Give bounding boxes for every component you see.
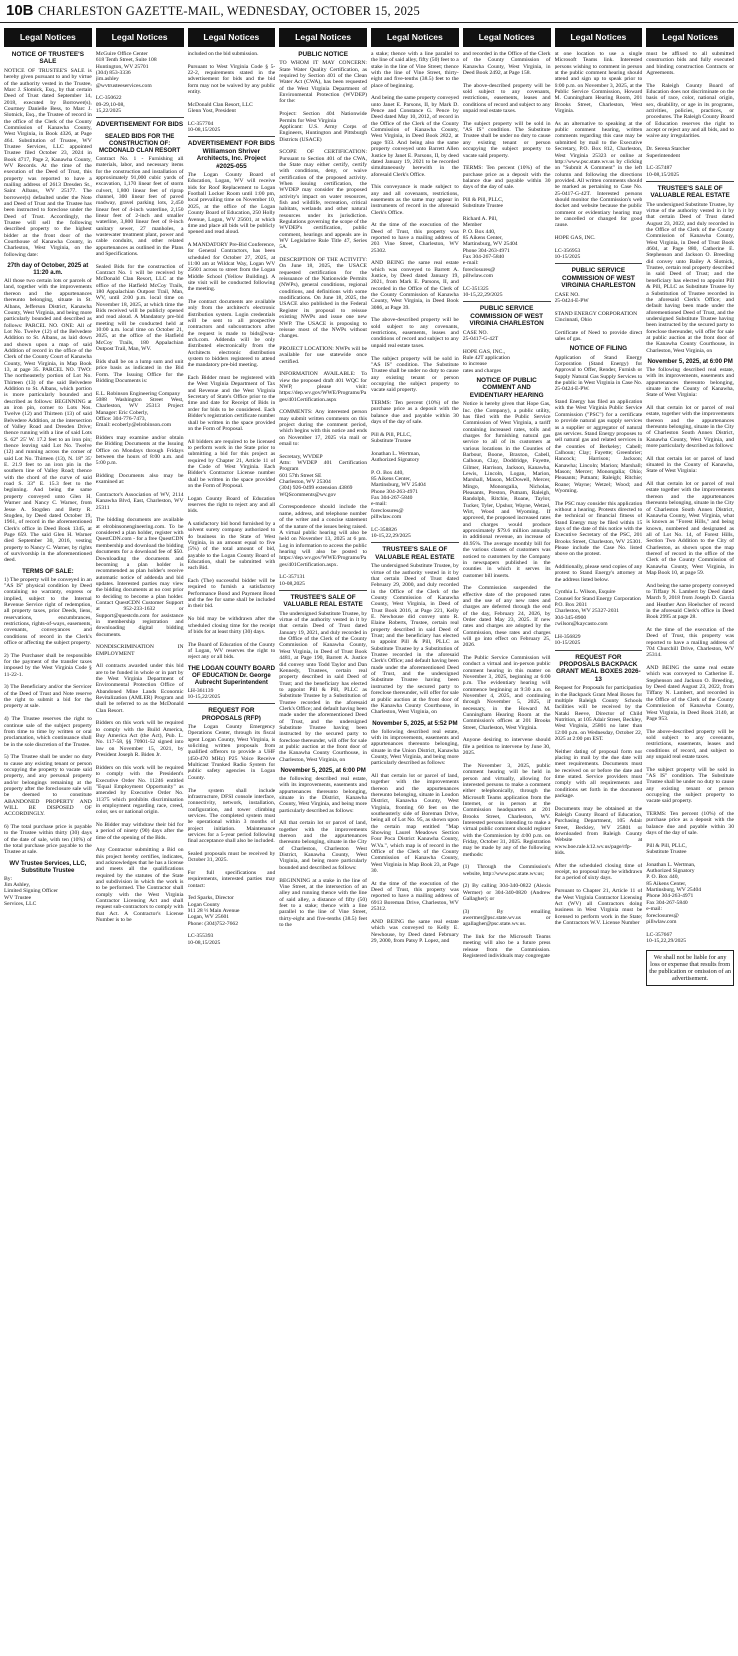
notice-divider — [188, 136, 276, 137]
notice-text: The undersigned Substitute Trustee, by virtue of the authority vested in it by that certain Deed of Trust dated January 19, 2021, and duly recorded in the Office of the Clerk of the County Commission of Kanawha County, West Virginia, in Deed of Trust Book 4481, at Page 190, Barrett A. Justice did convey unto Todd Taylor and Dan Kennedy, Trustees, certain real property described in said Deed of Trust; and the beneficiary has elected to appoint Pill & Pill, PLLC as Substitute Trustee by a Substitution of Trustee recorded in the aforesaid Clerk's Office; and default having been made under the aforementioned Deed of Trust, and the undersigned Substitute Trustee having been instructed by the secured party to foreclose thereunder, will offer for sale at public auction at the front door of the Kanawha County Courthouse, in Charleston, West Virginia, on — [279, 610, 367, 763]
notice-title: ADVERTISEMENT FOR BIDS Williamson Shriver Architects, Inc. Project #2025-055 — [187, 140, 275, 170]
notice-title: NOTICE OF PUBLIC COMMENT AND EVIDENTIARY HEARING — [469, 377, 544, 399]
column-3 — [188, 28, 276, 1652]
column-2 — [96, 28, 184, 1652]
notice-text: By: Jim Ashley, Limited Signing Officer WV Trustee Services, LLC — [4, 875, 58, 908]
notice-text: CASE NO. 25-0424-E-PW STAND ENERGY CORPORATION Cincinnati, Ohio Certificate of Need to provide direct sales of gas. — [554, 291, 643, 342]
notice-subheading: WV Trustee Services, LLC, Substitute Trustee — [9, 859, 87, 874]
liability-disclaimer: We shall not be liable for any loss or expense that results from the publication or omission of an advertisement. — [646, 950, 734, 986]
notice-text: 1) The property will be conveyed in an "AS IS" physical condition by Deed containing no warranty, express or implied, subject to the Internal Revenue Service right of redemption, all property taxes, prior Deeds, liens, reservations, encumbrances, restrictions, rights-of-ways, easements, covenants, conveyances and conditions of record in the Clerk's office or affecting the subject property. 2) The Purchaser shall be responsible for the payment of the transfer taxes imposed by the West Virginia Code § 11-22-1. 3) The Beneficiary and/or the Servicer of the Deed of Trust and Note reserve the right to submit a bid for the property at sale. 4) The Trustee reserves the right to continue sale of the subject property from time to time by written or oral proclamation, which continuance shall be in the sole discretion of the Trustee. 5) The Trustee shall be under no duty to cause any existing tenant or person occupying the property to vacate said property, and any personal property and/or belongings remaining at the property after the foreclosure sale will be deemed to constitute ABANDONED PROPERTY AND WILL BE DISPOSED OF ACCORDINGLY. 6) The total purchase price is payable to the Trustee within thirty (30) days of the date of sale, with ten (10%) of the total purchase price payable to the Trustee at sale. — [4, 576, 92, 856]
notice-subheading: THE LOGAN COUNTY BOARD OF EDUCATION Dr. George Aubrecht Superintendent — [187, 664, 275, 686]
notice-text: must be affixed to all submitted construction bids and fully executed and binding construction Contracts or Agreements. The Raleigh County Board of Education does not discriminate on the basis of race, color, national origin, sex, disability, or age in its programs, activities, policies, practices, or procedures. The Raleigh County Board of Education reserves the right to accept or reject any and all bids, and to waive any irregularities. Dr. Serena Starcher Superintendent LC-357487 10-08,15/2025 — [646, 51, 734, 178]
notice-title: ADVERTISEMENT FOR BIDS — [96, 121, 184, 129]
column-header: Legal Notices — [371, 28, 459, 47]
notice-subheading: November 5, 2025, at 6:00 PM — [280, 767, 366, 774]
notice-text: the following described real estate, with its improvements, easements and appurtenances thereunto belonging, situate in the District, Kanawha County, West Virginia, and being more particularly described as follows: All that certain lot or parcel of land, together with the improvements thereon and the appurtenances thereunto belonging, situate in the City of Charleston, Charleston West District, Kanawha County, West Virginia, and being more particularly bounded and described as follows: BEGINNING at a stake in the line of Vine Street, at the intersection of an alley and running thence with the line of said alley, a distance of fifty (50) feet to a stake; thence with a line parallel to the line of Vine Street, thirty-eight and five-tenths (38.5) feet to the — [279, 776, 367, 928]
column-header: Legal Notices — [463, 28, 551, 47]
notice-title: PUBLIC SERVICE COMMISSION OF WEST VIRGINIA CHARLESTON — [561, 267, 636, 290]
column-4 — [279, 28, 367, 1652]
notice-subheading: SEALED BIDS FOR THE CONSTRUCTION OF: MCDONALD CLAN RESORT — [99, 132, 181, 154]
column-header: Legal Notices — [279, 28, 367, 47]
page-number: 10B — [6, 2, 34, 19]
column-7 — [555, 28, 643, 1652]
column-header: Legal Notices — [188, 28, 276, 47]
notice-text: the following described real estate, with its improvements, easements and appurtenances thereunto belonging, situate in the Union District, Kanawha County, West Virginia, and being more particularly described as follows: All that certain lot or parcel of land, together with the improvements thereon and the appurtenances thereunto belonging, situate in Loudon District, Kanawha County, West Virginia, fronting 60 feet on the southeasterly side of Boreman Drive, being all of Lot No. 95, as shown upon the certain map entitled "Map Showing Laurel Meadows Section Four Poca District Kanawha County, W.Va.", which map is of record in the Office of the Clerk of the County Commission of Kanawha County, West Virginia in Map Book 23, at Page 30. At the time of the execution of the Deed of Trust, this property was reported to have a mailing address of 6913 Boreman Drive, Charleston, WV 25312. AND BEING the same real estate which was conveyed to Kelly E. Newhouse, by Deed dated February 29, 2000, from Patsy P. Lopez, and — [371, 728, 459, 944]
notice-divider — [371, 542, 459, 543]
column-header: Legal Notices — [646, 28, 734, 47]
notice-text: Contract No. 1 - Furnishing all materials, labor, and necessary items for the construction and installation of approximately 91,000 cubic yards of excavation, 1,170 linear feet of storm culvert, 1,800 linear feet of riprap channel, 300 linear feet of paved roadway, gravel parking lots, 2,450 linear feet of 4-inch waterline, 2,150 linear feet of 2-inch and smaller waterline, 3,800 linear feet of 8-inch sanitary sewer, 27 manholes, a wastewater treatment plant, power and cable conduits, and other related appurtenances as outlined in the Plans and Specifications. Sealed Bids for the construction of Contract No. 1 will be received by McDonald Clan Resort, LLC at the office of the Hatfield McCoy Trails, 180 Appalachian Outpost Trail, Man, WV, until 2:00 p.m. local time on November 18, 2025, at which time the Bids received will be publicly opened and read aloud. A Mandatory pre-bid meeting will be conducted held at 10:00 a.m. local time on October 21, 2025, at the office of the Hatfield McCoy Trails, 180 Appalachian Outpost Trail, Man, WV. Bids shall be on a lump sum and unit price basis as indicated in the Bid Form. The Issuing Office for the Bidding Documents is: E.L. Robinson Engineering Company 5088 Washington Street West, Charleston, WV 25313 Project Manager: Eric Coberly, Office: 304-776-7473, Email: ecoberly@elrobinson.com Bidders may examine and/or obtain the Bidding Documents at the Issuing Office on Mondays through Fridays between the hours of 8:00 a.m. and 5:00 p.m. Bidding Documents also may be examined at: Contractor's Association of WV, 2114 Kanawha Blvd, East, Charleston, WV 25311 The bidding documents are available at elrobinsonengineering.com. To be considered a plan holder, register with QuestCDN.com - for a free QuestCDN membership and download the bidding documents for a download fee of $50. Downloading the documents and becoming a plan holder is recommended as plan holder's receive automatic notice of addenda and bid updates. Interested parties may view the bidding documents at no cost prior to deciding to become a plan holder. Contact QuestCDN Customer Support at 952-233-1632 or Support@questcdn.com for assistance in membership registration and downloading digital bidding documents. NONDISCRIMINATION IN EMPLOYMENT All contracts awarded under this bid are to be funded in whole or in part by the West Virginia Department of Environmental Protection Office of Abandoned Mine Lands Economic Revitalization (AMLER) Program and shall be referred to as the McDonald Clan Resort. Bidders on this work will be required to comply with the Build America, Buy America Act (the Act), Pub. L. No. 117-58, §§ 70901-52 signed into law on November 15, 2021, by President Joseph R. Biden Jr. Bidders on this work will be required to comply with the President's Executive Order No. 11246 entitled "Equal Employment Opportunity" as amended by Executive Order No. 11375 which prohibits discrimination in employment regarding race, creed, color, sex or national origin. No Bidder may withdraw their bid for a period of ninety (90) days after the time of the opening of the Bids. Any Contractor submitting a Bid on this project hereby certifies, indicates, and acknowledges that he has a license and meets all the qualifications required by the statutes of the State and subdivision in which the work is to be performed. The Contractor shall comply with the West Virginia Contractor Licensing Act and shall request sub-contractors to comply with that Act. A Contractor's License Number is to be — [95, 155, 184, 924]
notice-text: LH-361139 10-15,22/2025 — [187, 687, 221, 700]
notice-text: McGuire Office Center 618 Tenth Street, Suite 108 Huntington, WV 25701 (304) 853-3336 jim.ashley @wvtrusteeservices.com LC-350622 09-29,10-08, 15,22/2025 — [95, 51, 157, 115]
notice-subheading: November 5, 2025, at 5:52 PM — [372, 719, 458, 727]
notice-text: and recorded in the Office of the Clerk of the County Commission of Kanawha County, West Virginia, in Deed Book 2492, at Page 158. The above-described property will be sold subject to any covenants, restrictions, easements, leases and conditions of record and subject to any unpaid real estate taxes. The subject property will be sold in "AS IS" condition. The Substitute Trustee shall be under no duty to cause any existing tenant or person occupying the subject property to vacate said property. TERMS: Ten percent (10%) of the purchase price as a deposit with the balance due and payable within 30 days of the day of sale. Pill & Pill, PLLC, Substitute Trustee Richard A. Pill, Member P. O. Box 440, 85 Aikens Center, Martinsburg, WV 25404 Phone 304-263-4971 Fax 304-267-5840 e-mail: foreclosures@ pillwlaw.com LC-351325 10-15,22,29/2025 — [462, 51, 551, 299]
notice-text: included on the bid submission. Pursuant to West Virginia Code § 5-22-2, requirements stated in the advertisement for bids and the bid form may not be waived by any public entity. McDonald Clan Resort, LLC Glenn Yost, President LC-357704 10-08,15/2025 — [187, 51, 276, 134]
notice-text: a stake; thence with a line parallel to the line of said alley, fifty (50) feet to a stake in the line of Vine Street; thence with the line of Vine Street, thirty-eight and five-tenths (38.5) feet to the place of beginning. And being the same property conveyed unto Janet E. Parsons, II, by Mark D. Pence and Constance G. Pence by Deed dated May 10, 2012, of record in the Office of the Clerk of the County Commission of Kanawha County, West Virginia, in Deed Book 2822, at page 933. And being also the same property conveyed unto Barrett Allen Justice by Janet E. Parsons, II, by deed dated January 19, 2021 to be recorded simultaneously herewith in the aforesaid Clerk's Office. This conveyance is made subject to any and all covenants, restrictions, easements as the same may appear in instruments of record in the aforesaid Clerk's Office. At the time of the execution of the Deed of Trust, this property was reported to have a mailing address of 203 Vine Street, Charleston, WV 25302. AND BEING the same real estate which was conveyed to Barrett A. Justice, by Deed dated January 19, 2021, from Mark E. Parsons, II, and recorded in the Office of the Clerk of the County Commission of Kanawha County, West Virginia, in Deed Book 3086, at Page 39. The above-described property will be sold subject to any covenants, restrictions, easements, leases and conditions of record and subject to any unpaid real estate taxes. The subject property will be sold in "AS IS" condition. The Substitute Trustee shall be under no duty to cause any existing tenant or person occupying the subject property to vacate said property. TERMS: Ten percent (10%) of the purchase price as a deposit with the balance due and payable within 30 days of the day of sale. Pill & Pill, PLLC, Substitute Trustee Jonathan L. Wertman, Authorized Signatory P. O. Box 440, 85 Aikens Center, Martinsburg, WV 25404 Phone 304-263-4971 Fax 304-267-5840 e-mail: foreclosures@ pillwlaw.com LC-358826 10-15,22,29/2025 — [371, 51, 459, 540]
column-1 — [4, 28, 92, 1652]
notice-text: at one location to use a single Microsoft Teams link. Interested persons wishing to comment in person at the public comment hearing should attend and sign up to speak prior to 6:00 p.m. on November 3, 2025, at the Public Service Commission, Howard M. Cunningham Hearing Room, 201 Brooks Street, Charleston, West Virginia. As an alternative to speaking at the public comment hearing, written comments regarding this case may be submitted by mail to the Executive Secretary, P.O. Box 812, Charleston, West Virginia 25323 or online at http://www.psc.state.wv.us by clicking on "Submit A Comment" in the left column and following the directions provided. All written comments should be marked as pertaining to Case No. 25-0417-G-42T. Interested persons should monitor the Commission's web docket and website because the public comment or evidentiary hearing may be cancelled or changed for good cause. HOPE GAS, INC. LC-356953 10-15/2025 — [554, 51, 643, 260]
column-8 — [646, 28, 734, 1652]
notice-text: All those two certain lots or parcels of land, together with the improvements thereon and the appurtenances thereunto belonging, situate in St. Albans, Jefferson District, Kanawha County, West Virginia, and being more particularly bounded and described as follows: PARCEL NO. ONE: All of Lot No. Twelve (12) of the Belvedere Addition to St. Albans, as laid down and shown upon a map of said Addition of record in the office of the Clerk of the County Court of Kanawha County, West Virginia, in Map Book 13, at page 35. PARCEL NO. TWO: The northeasterly portion of Lot No. Thirteen (13) of the said Belvedere Addition to St. Albans, which portion is more particularly bounded and described as follows: BEGINNING at an iron pin, corner to Lots Nos. Twelve (12) and Thirteen (13) of said Belvedere Addition, at the intersection of Valley Road and Dresden Drive; thence running with a line of said Lots S. 62° 25' W. 17.2 feet to an iron pin; thence leaving said Lot No. Twelve (12) and running across the corner of said Lot No. Thirteen (13), N. 18° 35' E. 21.9 feet to an iron pin in the southern line of Valley Road; thence with the chord of the curve of said road S. 33° E. 15.3 feet to the beginning. And being the same property conveyed unto Glen H. Warner and Nancy C. Warner, from Jesse A. Stogden and Betty R. Stogden, by Deed dated October 19, 1961, of record in the aforementioned Clerk's office in Deed Book 1345, at Page 659. The said Glen H. Warner died September 30, 2016, vesting property to Nancy C. Warner, by rights of survivorship in the aforementioned deed. — [4, 278, 92, 564]
notice-title: TRUSTEE'S SALE OF VALUABLE REAL ESTATE — [650, 184, 730, 200]
column-6 — [463, 28, 551, 1652]
newspaper-title: CHARLESTON GAZETTE-MAIL, WEDNESDAY, OCTOBER 15, 2025 — [38, 4, 420, 18]
notice-title: PUBLIC SERVICE COMMISSION OF WEST VIRGINIA CHARLESTON — [469, 305, 544, 328]
notice-title: REQUEST FOR PROPOSALS (RFP) — [201, 707, 261, 722]
notice-text: The undersigned Substitute Trustee, by virtue of the authority vested in it by that certain Deed of Trust dated February 29, 2000, and duly recorded in the Office of the Clerk of the County Commission of Kanawha County, West Virginia, in Deed of Trust Book 2016, at Page 221, Kelly E. Newhouse did convey unto R. Elaine Roberts, Trustee, certain real property described in said Deed of Trust; and the beneficiary has elected to appoint Pill & Pill, PLLC as Substitute Trustee by a Substitution of Trustee recorded in the aforesaid Clerk's Office; and default having been made under the aforementioned Deed of Trust, and the undersigned Substitute Trustee having been instructed by the secured party to foreclose thereunder, will offer for sale at public auction at the front door of the Kanawha County Courthouse, in Charleston, West Virginia, on — [371, 563, 459, 716]
notice-text: CASE NO. 25-0417-G-42T HOPE GAS, INC., Rule 42T application to increase rates and charges — [462, 329, 510, 374]
column-header: Legal Notices — [96, 28, 184, 47]
notice-divider — [463, 301, 551, 302]
notice-text: The following described real estate, with its improvements, easements and appurtenances thereunto belonging, situate in the County of Kanawha, State of West Virginia: All that certain lot or parcel of real estate, together with the improvements thereon and the appurtenances thereunto belonging, situate in the City of Charleston South Annex District, Kanawha County, West Virginia, and more particularly described as follows: All that certain lot or parcel of land situated in the County of Kanawha, State of West Virginia: All that certain lot or parcel of real estate together with the improvements thereon and the appurtenances thereunto belonging, situate in the City of Charleston South Annex District, Kanawha County, West Virginia, what is known as "Forest Hills," and being known, numbered and designated as all of Lot No. 14, of Forest Hills, Section Two Addition to the City of Charleston, as shown upon the map thereof of record in the office of the Clerk of the County Commission of Kanawha County, West Virginia, in Map Book 10, at page 59. And being the same property conveyed to Tiffany N. Lambert by Deed dated March 9, 2018 from Joseph D. Garcia and Heather Ann Hoelscher of record in the aforesaid Clerk's office in Deed Book 2995 at page 28. At the time of the execution of the Deed of Trust, this property was reported to have a mailing address of 704 Churchill Drive, Charleston, WV 25314. AND BEING the same real estate which was conveyed to Catherine E. Stephenson and Jackson O. Breeding, by Deed dated August 23, 2022, from Tiffany N. Lambert, and recorded in the Office of the Clerk of the County Commission of Kanawha County, West Virginia, in Deed Book 3140, at Page 953. The above-described property will be sold subject to any covenants, restrictions, easements, leases and conditions of record, and subject to any unpaid real estate taxes. The subject property will be sold in "AS IS" condition. The Substitute Trustee shall be under no duty to cause any existing tenant or person occupying the subject property to vacate said property. TERMS: Ten percent (10%) of the purchase price as a deposit with the balance due and payable within 30 days of the day of sale. Pill & Pill, PLLC, Substitute Trustee Jonathan L. Wertman, Authorized Signatory P. O. Box 440, 85 Aikens Center, Martinsburg, WV 25404 Phone 304-263-4971 Fax 304-267-5840 e-mail: foreclosures@ pillwlaw.com LC-357667 10-15,22,29/2025 — [646, 366, 734, 944]
notice-divider — [188, 703, 276, 704]
column-5 — [371, 28, 459, 1652]
notice-text: Request for Proposals for participation in the Backpack Grant Meal Boxes for multiple Raleigh County Schools facilities will be received by the Nataki Reeve, Director of Child Nutrition, at 105 Adair Street, Beckley, West Virginia, 25801 no later than 12:00 p.m. on Wednesday, October 22, 2025 at 2:00 pm EST. Neither dating of proposal form nor placing in mail by the due date will meet requirements. Documents must be received on or before the date and time stated. Service providers must comply with all requirements and conditions set forth in the document package. Documents may be obtained at the Raleigh County Board of Education, Purchasing Department, 105 Adair Street, Beckley, WV 25801 or downloaded from Raleigh County Website at www.boe.rale.k12.wv.us/page/rfp-bids. After the scheduled closing time of receipt, no proposal may be withdrawn for a period of sixty days. Pursuant to Chapter 21, Article 11 of the West Virginia Contractor Licensing Act (WV) all Contractors doing business in West Virginia must be licensed to perform work in the State; the Contractors W.V. License Number — [554, 685, 643, 926]
notice-text: NOTICE OF TRUSTEE'S SALE is hereby given pursuant to and by virtue of the authority vested in the Trustee, Marc J. Slotnick, Esq., by that certain Deed of Trust dated September 14, 2018, executed by Borrower(s), Courtney Danielle Bess, to Marc J. Slotnick, Esq., the Trustee of record in the office of the Clerk of the County Commission of Kanawha County, West Virginia, in Book 4326, at Page 464. Substitution of Trustee, WV Trustee Services, LLC appointed Trustee filed October 23, 2024 in Book 4717, Page 2, Kanawha County, WV Records. At the time of the execution of the Deed of Trust, this property was reported to have a mailing address of 2613 Dresden St., Saint Albans, WV 25177. The borrower(s) defaulted under the Note and Deed of Trust and the Trustee has been instructed to foreclose under the Deed of Trust. Accordingly, the Trustee will sell the following described property to the highest bidder at the front door of the Courthouse of Kanawha County, in Charleston, West Virginia, on the following date: — [4, 67, 92, 258]
notice-text: TO WHOM IT MAY CONCERN: State Water Quality Certification, as required by Section 401 of the Clean Water Act (CWA), has been requested of the West Virginia Department of Environmental Protection (WVDEP) for the: Project: Section 404 Nationwide Permits for West Virginia Applicant: U.S. Army Corps of Engineers, Huntington and Pittsburgh Districts (USACE) SCOPE OF CERTIFICATION: Pursuant to Section 401 of the CWA, the State may either certify, certify with conditions, deny, or waive certification of the proposed activity. When issuing certification, the WVDEP may consider the proposed activity's impact on water resources, fish and wildlife, recreation, critical habitats, wetlands and other natural resources under its jurisdiction. Regulations governing the scope of the WVDEP's certification, public comment, hearings and appeals are in WV Legislative Rule Title 47, Series 5A. DESCRIPTION OF THE ACTIVITY: On June 18, 2025, the USACE requested certification for the reissuance of the Nationwide Permits (NWPs), general conditions, regional conditions, and definitions with some modifications. On June 18, 2025, the USACE also published in the Federal Register its proposal to reissue existing NWPs and issue one new NWP. The USACE is proposing to reissue most of the NWPs without changes. PROJECT LOCATION: NWPs will be available for use statewide once certified. INFORMATION AVAILABLE: To view the proposed draft 401 WQC for NWP, please visit: https://dep.wv.gov/WWE/Programs/Pages/401Certification.aspx COMMENTS: Any interested person may submit written comments on this project during the comment period, which begins with this notice and ends on November 17, 2025 via mail or email to: Secretary, WVDEP Attn: WVDEP 401 Certification Program 601 57th Street SE Charleston, WV 25304 (304) 926-0499 extension 43869 WQScomments@wv.gov Correspondence should include the name, address, and telephone number of the writer and a concise statement of the nature of the issues being raised. A virtual public hearing will also be held on November 13, 2025 at 6 pm. Log in information to access the public hearing will also be posted to https://dep.wv.gov/WWE/Programs/Pages/401Certification.aspx. LC-357131 10-08,2025 — [279, 60, 367, 587]
notice-divider — [555, 263, 643, 264]
notice-subheading: 27th day of October, 2025 at 11:20 a.m. — [7, 262, 89, 277]
notice-title: NOTICE OF TRUSTEE'S SALE — [11, 51, 84, 66]
column-header: Legal Notices — [555, 28, 643, 47]
notice-text: The Logan County Emergency Operations Center, through its fiscal agent Logan County, West Virginia, is soliciting written proposals from qualified offerors to provide a UHF (450-470 MHz) P25 Voice Receive Multicast Trunked Radio System for public safety agencies in Logan County. The system shall include infrastructure, DFSI console interface, connectivity, network, installation, configuration, and tower climbing services. The completed system must be operational within 3 months of project initiation. Maintenance services for a 5-year period following final acceptance shall also be included. Sealed proposals must be received by October 31, 2025. For full specifications and requirements, interested parties may contact: Ted Sparks, Director Logan County 911 28 ½ Main Avenue Logan, WV 25601 Phone: (304)752-7662 LC-355393 10-08,15/2025 — [187, 724, 276, 946]
column-header: Legal Notices — [4, 28, 92, 47]
notice-divider — [96, 117, 184, 118]
notice-subheading: November 5, 2025, at 6:00 PM — [647, 357, 733, 365]
notice-text: The Logan County Board of Education, Logan, WV will receive bids for Roof Replacement to Logan Football Locker Room until 1:00 pm, local prevailing time on November 10, 2025, at the office of the Logan County Board of Education, 250 Holly Avenue, Logan, WV 25601, at which time and place all bids will be publicly opened and read aloud. A MANDATORY Pre-Bid Conference, for General Contractors, has been scheduled for October 27, 2025, at 11:00 am at Wildcat Way, Logan WV 25601 across to street from the Logan Middle School (Yellow Building). A site visit will be conducted following the meeting. The contract documents are available only from the architect's electronic distribution system. Login credentials will be sent to all prospective contractors and subcontractors after the request is made to bids@wsa-arch.com. Addenda will be only distributed electronically from the Architects electronic distribution system to bidders registered to attend the mandatory pre-bid meeting. Each Bidder must be registered with the West Virginia Department of Tax and Revenue and the West Virginia Secretary of State's Office prior to the time and date for Receipt of Bids in order for bids to be considered. Each Bidder's registration certificate number shall be written in the space provided on the Form of Proposal. All bidders are required to be licensed to perform work in the State prior to submitting a bid for this project as required by Chapter 21, Article 11 of the Code of West Virginia. Each Bidder's Contractor License number shall be written in the space provided on the Form of Proposal. Logan County Board of Education reserves the right to reject any and all bids. A satisfactory bid bond furnished by a solvent surety company authorized to do business in the State of West Virginia, in an amount equal to five (5%) of the total amount of bid, payable to the Logan County Board of Education, shall be submitted with each Bid. Each (The) successful bidder will be required to furnish a satisfactory Performance Bond and Payment Bond and the fee for same shall be included in their bid. No bid may be withdrawn after the scheduled closing time for the receipt of bids for at least thirty (30) days. The Board of Education of the County of Logan, WV reserves the right to reject any or all bids. — [187, 172, 276, 661]
notice-title: PUBLIC NOTICE — [298, 51, 348, 58]
notice-divider — [279, 590, 367, 591]
notice-subheading: TERMS OF SALE: — [22, 567, 74, 575]
notice-divider — [555, 650, 643, 651]
notice-text: Notice is hereby given that Hope Gas, Inc. (the Company), a public utility, has filed with the Public Service Commission of West Virginia, a tariff containing increased rates, tolls and charges for furnishing natural gas service to all of its customers at various locations in the Counties of Barbour, Boone, Braxton, Cabell, Calhoun, Clay, Doddridge, Fayette, Gilmer, Harrison, Jackson, Kanawha, Lewis, Lincoln, Logan, Marion, Marshall, Mason, McDowell, Mercer, Mingo, Monongalia, Nicholas, Pleasants, Preston, Putnam, Raleigh, Randolph, Ritchie, Roane, Taylor, Tucker, Tyler, Upshur, Wayne, Wetzel, Wirt, Wood and Wyoming. If approved, the proposed increased rates and charges would produce approximately $79.6 million annually in additional revenue, an increase of 40.95%. The average monthly bill for the various classes of customers was noticed to customers by the Company in newspapers published in the counties in which it serves its customer bill inserts. The Commission suspended the effective date of the proposed rates and the use of any new rates and charges are deferred through the end of the day, February 24, 2026, by Order dated May 23, 2025. If new rates and charges are adopted by the Commission, these rates and charges will go into effect on February 25, 2026. The Public Service Commission will conduct a virtual and in-person public comment hearing in this matter on November 3, 2025, beginning at 6:00 p.m. The evidentiary hearing will commence beginning at 9:30 a.m. on November 4, 2025, and continuing through November 5, 2025, if necessary, in the Howard M. Cunningham Hearing Room at the Commission's offices at 201 Brooks Street, Charleston, West Virginia. Anyone desiring to intervene should file a petition to intervene by June 30, 2025. The November 3, 2025, public comment hearing will be held in person and virtually, allowing for interested persons to make a comment either telephonically, through the Microsoft Teams application from the Internet, or in person at the Commission headquarters at 201 Brooks Street, Charleston, WV. Interested persons intending to make a virtual public comment should register with the Commission by 4:00 p.m. on Friday, October 31, 2025. Registration may be made by any of the following methods: (1) Through the Commission's website, http://www.psc.state.wv.us; (2) By calling 304-340-0822 (Alexis Wermer) or 304-340-0820 (Andrew Gallagher); or (3) By emailing awermer@psc.state.wv.us or agallagher@psc.state.wv.us. The link for the Microsoft Teams meeting will also be a future press release from the Commission. Registered individuals may congregate — [462, 401, 551, 960]
notice-title: REQUEST FOR PROPOSALS BACKPACK GRANT MEAL BOXES 2026-13 — [555, 653, 641, 683]
notice-divider — [646, 181, 734, 182]
notice-title: NOTICE OF FILING — [569, 345, 628, 353]
notice-text: Application of Stand Energy Corporation (Stand Energy) for Approval to Offer, Render, Furnish or Supply Natural Gas Supply Services to the public in West Virginia in Case No. 25-0424-E-PW. Stand Energy has filed an application with the West Virginia Public Service Commission ("PSC") for a certificate to provide natural gas supply services as a supplier or aggregator of natural gas services. Stand Energy proposes to sell natural gas and related services in the counties of Berkeley; Cabell; Calhoun; Clay; Fayette; Greenbrier; Hancock; Harrison; Jackson; Kanawha; Lincoln; Marion; Marshall; Mason; Mercer; Monongalia; Ohio; Pleasants; Putnam; Raleigh; Ritchie; Roane; Wayne; Wetzel; Wood; and Wyoming. The PSC may consider this application without a hearing. Protests directed to the technical or financial fitness of Stand Energy may be filed within 15 days of the date of this notice with the Executive Secretary of the PSC, 201 Brooks Street, Charleston, WV 25301. Please include the Case No. listed above on the protest. Additionally, please send copies of any protest to Stand Energy's attorney at the address listed below. Cynthia L. Wilson, Esquire Counsel for Stand Energy Corporation P.O. Box 2031 Charleston, WV 25327-2031 304-345-8900 cwilson@kaycasto.com LH-356829 10-15/2025 — [554, 354, 643, 647]
notice-text: The undersigned Substitute Trustee, by virtue of the authority vested in it by that certain Deed of Trust dated August 23, 2022, and duly recorded in the Office of the Clerk of the County Commission of Kanawha County, West Virginia, in Deed of Trust Book 4604, at Page 880, Catherine E. Stephenson and Jackson O. Breeding did convey unto Bailey A Slotnick, Trustee, certain real property described in said Deed of Trust; and the beneficiary has elected to appoint Pill & Pill, PLLC as Substitute Trustee by a Substitution of Trustee recorded in the aforesaid Clerk's Office; and default having been made under the aforementioned Deed of Trust, and the undersigned Substitute Trustee having been instructed by the secured party to foreclose thereunder, will offer for sale at public auction at the front door of the Kanawha County Courthouse, in Charleston, West Virginia, on — [646, 201, 734, 354]
notice-title: TRUSTEE'S SALE OF VALUABLE REAL ESTATE — [375, 546, 455, 561]
notice-title: TRUSTEE'S SALE OF VALUABLE REAL ESTATE — [283, 593, 363, 609]
masthead — [0, 0, 738, 23]
